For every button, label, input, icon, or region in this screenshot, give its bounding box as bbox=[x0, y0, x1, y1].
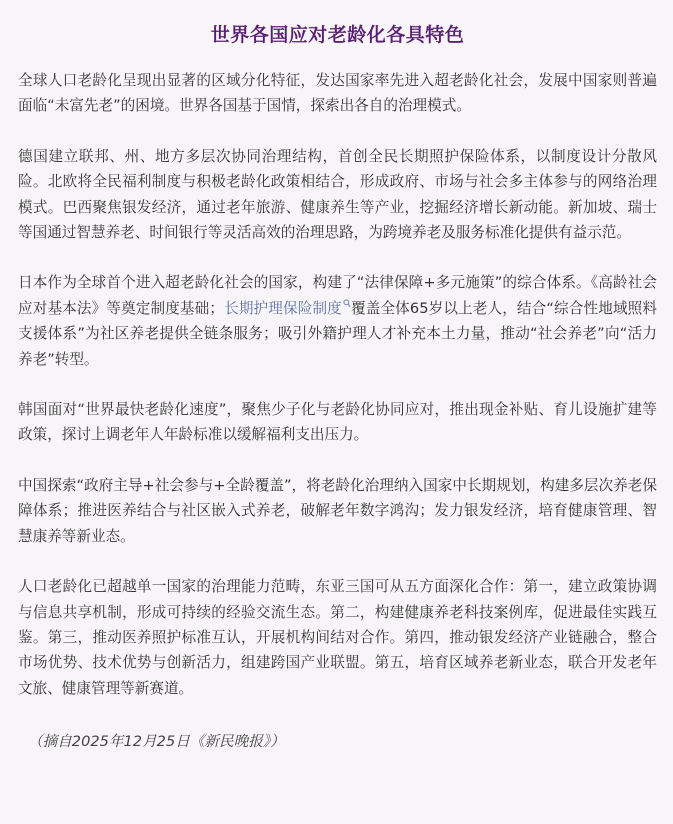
paragraph-japan-text-end: 覆盖全体65岁以上老人，结合“综合性地域照料支援体系”为社区养老提供全链条服务；吸引外籍护理人才补充本土力量，推动“社会养老”向“活力养老”转型。 bbox=[18, 299, 657, 368]
keyword-link-long-term-care-insurance[interactable] bbox=[224, 300, 351, 317]
article-source: （摘自2025年12月25日《新民晚报》） bbox=[28, 733, 285, 751]
keyword-link-label[interactable]: 长期护理保险制度 bbox=[223, 299, 342, 317]
paragraph-korea: 韩国面对“世界最快老龄化速度”，聚焦少子化与老龄化协同应对，推出现金补贴、育儿设施扩建等政策，探讨上调老年人年龄标准以缓解福利支出压力。 bbox=[18, 401, 657, 444]
paragraph-china: 中国探索“政府主导+社会参与+全龄覆盖”，将老龄化治理纳入国家中长期规划，构建多层次养老保障体系；推进医养结合与社区嵌入式养老，破解老年数字鸿沟；发力银发经济，培育健康管理、智慧康养等新业态。 bbox=[18, 476, 657, 545]
paragraph-cooperation: 人口老龄化已超越单一国家的治理能力范畴，东亚三国可从五方面深化合作：第一，建立政策协调与信息共享机制，形成可持续的经验交流生态。第二，构建健康养老科技案例库，促进最佳实践互鉴。第三，推动医养照护标准互认，开展机构间结对合作。第四，推动银发经济产业链融合，整合市场优势、技术优势与创新活力，组建跨国产业联盟。第五，培育区域养老新业态，联合开发老年文旅、健康管理等新赛道。 bbox=[18, 578, 657, 697]
paragraph-countries: 德国建立联邦、州、地方多层次协同治理结构，首创全民长期照护保险体系，以制度设计分散风险。北欧将全民福利制度与积极老龄化政策相结合，形成政府、市场与社会多主体参与的网络治理模式。巴西聚焦银发经济，通过老年旅游、健康养生等产业，挖掘经济增长新动能。新加坡、瑞士等国通过智慧养老、时间银行等灵活高效的治理思路，为跨境养老及服务标准化提供有益示范。 bbox=[18, 147, 657, 242]
article-title: 世界各国应对老龄化各具特色 bbox=[210, 24, 465, 46]
paragraph-japan-text-start: 日本作为全球首个进入超老龄化社会的国家，构建了“法律保障+多元施策”的综合体系。《高龄社会应对基本法》等奠定制度基础； bbox=[18, 274, 657, 317]
search-icon[interactable] bbox=[343, 296, 351, 308]
paragraph-intro: 全球人口老龄化呈现出显著的区域分化特征，发达国家率先进入超老龄化社会，发展中国家则普遍面临“未富先老”的困境。世界各国基于国情，探索出各自的治理模式。 bbox=[18, 72, 657, 115]
paragraph-japan bbox=[18, 270, 657, 372]
